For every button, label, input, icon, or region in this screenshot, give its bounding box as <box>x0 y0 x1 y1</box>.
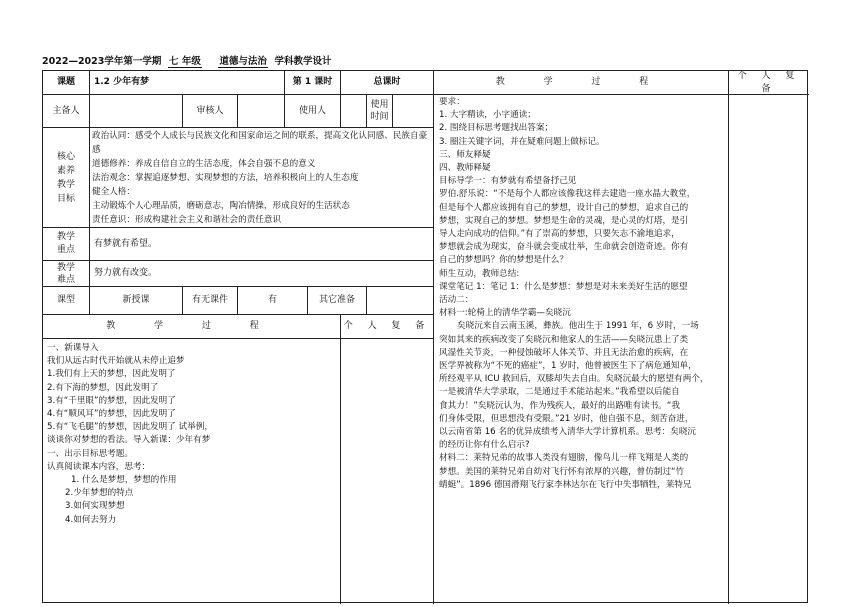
goal-1-heading: 目标导学一：有梦就有希望备抒己见 <box>439 176 577 187</box>
intro-line: 我们从远古时代开始就从未停止追梦 <box>47 356 185 367</box>
label-key-point: 教学重点 <box>43 228 90 261</box>
left-process-content <box>43 339 341 604</box>
material-1-question: 的经历让你有什么启示? <box>439 440 530 451</box>
right-review-header: 个 人 复 备 <box>729 71 809 95</box>
lesson-type-value: 新授课 <box>90 287 183 315</box>
summary-heading: 师生互动，教师总结: <box>439 268 520 279</box>
lesson-plan-table <box>42 70 808 603</box>
material-2-line-2: 梦想。美国的莱特兄弟自幼对飞行怀有浓厚的兴趣，曾仿制过“竹 <box>439 466 685 477</box>
req-3: 3. 圈注关键字词，并在疑难问题上做标记。 <box>439 136 605 147</box>
label-lesson-type: 课型 <box>43 287 90 315</box>
difficult-point-value: 努力就有改变。 <box>90 261 434 287</box>
label-reviewer: 审核人 <box>183 95 238 128</box>
header-suffix: 学科教学设计 <box>274 56 332 67</box>
label-prepared-by: 主备人 <box>43 95 90 128</box>
quote-line-3: 梦想，实现自己的梦想。梦想是生命的灵魂，是心灵的灯塔，是引 <box>439 215 689 226</box>
material-1-line-3: 风湿性关节炎，一种侵蚀破坏人体关节、并且无法治愈的疾病，在 <box>439 347 689 358</box>
material-1-line-7: 食其力！”矣晓沅认为，作为残疾人，最好的出路唯有读书。“我 <box>439 400 680 411</box>
core-goals-list <box>90 128 434 228</box>
label-core-goals: 核心素养教学目标 <box>43 128 90 228</box>
material-1-line-6: 一是被清华大学录取，二是通过手术能站起来。”我希望以后能自 <box>439 387 680 398</box>
right-review-content[interactable] <box>729 95 809 604</box>
intro-item-5: 5.有“飞毛腿”的梦想，因此发明了 试举例， <box>47 422 213 433</box>
goal-personality-label: 健全人格： <box>92 187 135 197</box>
other-prep-value[interactable] <box>367 287 434 315</box>
goals-heading: 一、出示目标思考题。 <box>47 448 133 459</box>
intro-item-3: 3.有“千里眼”的梦想，因此发明了 <box>47 395 176 406</box>
intro-item-4: 4.有“顺风耳”的梦想，因此发明了 <box>47 409 176 420</box>
material-1-line-9: 以云南省第 16 名的优异成绩考入清华大学计算机系。思考：矣晓沅 <box>439 427 697 438</box>
quote-line-5: 梦想就会成为现实，奋斗就会变成壮举，生命就会创造奇迹。你有 <box>439 242 689 253</box>
user-value[interactable] <box>341 95 367 128</box>
section-4-heading: 四、教师释疑 <box>439 163 491 174</box>
material-2-line-3: 蜻蜓”。1896 德国滑翔飞行家李林达尔在飞行中失事牺牲，莱特兄 <box>439 479 692 490</box>
document-header <box>42 55 442 69</box>
material-1-line-4: 医学界被称为“不死的癌症”，1 岁时，他曾被医生下了病危通知单， <box>439 361 697 372</box>
material-1-line-5: 所经观平从 ICU 救回后，双膝却失去自由。矣晓沅最大的愿望有两个， <box>439 374 709 385</box>
activity-2-heading: 活动二： <box>439 295 474 306</box>
quote-line-4: 导人走向成功的信仰。”有了崇高的梦想，只要矢志不渝地追求， <box>439 229 680 240</box>
quote-line-1: 罗伯.舒乐说：“不是每个人都应该像我这样去建造一座水晶大教堂， <box>439 189 696 200</box>
key-point-value: 有梦就有希望。 <box>90 228 434 261</box>
reviewer-value[interactable] <box>238 95 285 128</box>
label-user: 使用人 <box>285 95 341 128</box>
right-process-content <box>434 95 729 604</box>
intro-item-1: 1.我们有上天的梦想，因此发明了 <box>47 369 176 380</box>
intro-transition: 谈谈你对梦想的看法。导入新课：少年有梦 <box>47 435 211 446</box>
header-grade: 七 年级 <box>169 56 201 67</box>
prepared-by-value[interactable] <box>90 95 183 128</box>
req-heading: 要求： <box>439 97 465 107</box>
question-1: 1. 什么是梦想，梦想的作用 <box>71 475 177 486</box>
label-courseware: 有无课件 <box>183 287 238 315</box>
intro-item-2: 2.有下海的梦想，因此发明了 <box>47 382 159 393</box>
material-1-line-2: 突如其来的疾病改变了矣晓沅和他家人的生活——矣晓沅患上了类 <box>439 334 689 345</box>
question-2: 2.少年梦想的特点 <box>65 488 134 499</box>
left-process-header: 教 学 过 程 <box>43 315 341 339</box>
label-difficult-point: 教学难点 <box>43 261 90 287</box>
goals-instruction: 认真阅读课本内容，思考： <box>47 461 151 472</box>
lesson-number: 第 1 课时 <box>285 71 341 95</box>
right-process-header: 教 学 过 程 <box>434 71 729 95</box>
left-review-content[interactable] <box>341 339 434 604</box>
question-3: 3.如何实现梦想 <box>65 501 125 512</box>
goal-responsibility: 责任意识：形成构建社会主义和谐社会的责任意识 <box>92 215 282 225</box>
header-term: 2022—2023学年第一学期 <box>42 56 162 67</box>
goal-personality: 主动锻炼个人心理品质，磨砺意志，陶冶情操，形成良好的生活状态 <box>92 201 350 211</box>
topic-value: 1.2 少年有梦 <box>90 71 285 95</box>
label-use-time: 使用时间 <box>367 95 393 128</box>
label-other-prep: 其它准备 <box>308 287 367 315</box>
goal-political: 政治认同：感受个人成长与民族文化和国家命运之间的联系，提高文化认同感、民族自豪感 <box>92 131 428 155</box>
quote-line-6: 自己的梦想吗？你的梦想是什么？ <box>439 255 568 266</box>
label-total-lessons: 总课时 <box>341 71 434 95</box>
material-1-line-1: 矣晓沅来自云南玉溪，彝族。他出生于 1991 年，6 岁时，一场 <box>457 321 699 332</box>
goal-moral: 道德修养：养成自信自立的生活态度，体会自强不息的意义 <box>92 159 316 169</box>
label-topic: 课题 <box>43 71 90 95</box>
note-1: 课堂笔记 1：笔记 1：什么是梦想：梦想是对未来美好生活的愿望 <box>439 281 688 292</box>
req-2: 2. 围绕目标思考题找出答案； <box>439 123 554 134</box>
section-3-heading: 三、师友释疑 <box>439 149 491 160</box>
use-time-value[interactable] <box>393 95 434 128</box>
req-1: 1. 大字精读，小字通读； <box>439 110 536 121</box>
goal-legal: 法治观念：掌握追逐梦想、实现梦想的方法，培养积极向上的人生态度 <box>92 173 359 183</box>
material-1-line-8: 们身体受限，但思想没有受限。”21 岁时，他自强不息，刻苦奋进， <box>439 413 694 424</box>
material-1-title: 材料一:轮椅上的清华学霸—矣晓沅 <box>439 308 571 319</box>
intro-heading: 一、新课导入 <box>47 343 99 353</box>
courseware-value: 有 <box>238 287 308 315</box>
quote-line-2: 但是每个人都应该拥有自己的梦想，设计自己的梦想，追求自己的 <box>439 202 689 213</box>
question-4: 4.如何去努力 <box>65 514 117 525</box>
material-2-line-1: 材料二：莱特兄弟的故事人类没有翅膀，像鸟儿一样飞翔是人类的 <box>439 453 689 464</box>
header-subject: 道德与法治 <box>219 56 267 67</box>
left-review-header: 个 人 复 备 <box>341 315 434 339</box>
